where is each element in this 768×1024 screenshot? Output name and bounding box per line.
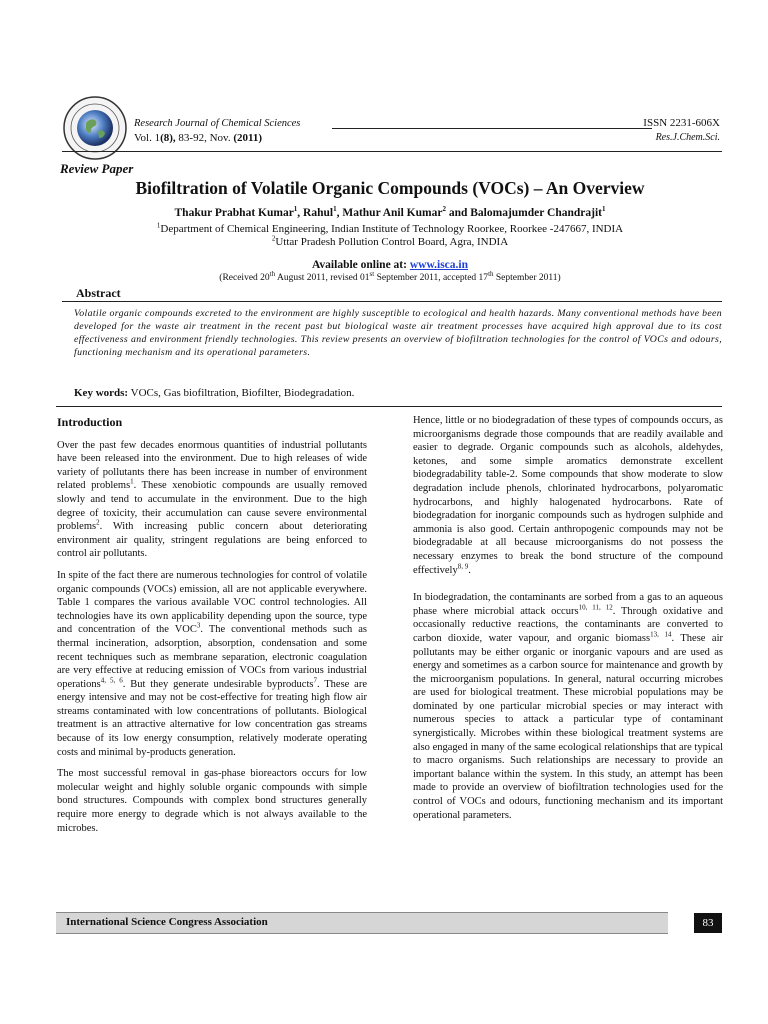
- affiliation-mark: 2: [271, 234, 276, 243]
- available-online: [60, 259, 720, 271]
- paragraph-text: . Through oxidative and occasionally reductive reactions, the contaminants are converted to carbon dioxide, water vapour, and organic biomass: [413, 605, 723, 644]
- paragraph-text: Over the past few decades enormous quantities of industrial pollutants have been released into the environment. Due to high releases of wide variety of pollutants there has been increase in number of environment related problems: [57, 439, 367, 492]
- paragraph-text: . These xenobiotic compounds are usually removed slowly and tend to accumulate in the environment. Due to the high degree of toxicity, their accumulation can cause severe environmental problems: [57, 480, 367, 533]
- paragraph-text: In spite of the fact there are numerous technologies for control of volatile organic compounds (VOCs) emission, all are not applicable everywhere. Table 1 compares the various available VOC control technologies. All technologies have its own applicability depending upon the source, type and concentration of the VOC: [57, 569, 367, 636]
- author-name: Thakur Prabhat Kumar: [174, 207, 294, 219]
- affiliation-2: [60, 236, 720, 248]
- paragraph-text: . With increasing public concern about deteriorating environment air quality, stringent regulations are being enforced to control air pollutants.: [57, 521, 367, 560]
- citation: 7: [313, 676, 317, 685]
- footer-association: International Science Congress Association: [66, 916, 268, 928]
- affiliation-mark: 1: [156, 221, 161, 230]
- received-end: September 2011): [493, 273, 561, 283]
- author-list: [60, 207, 720, 219]
- author-affiliation-mark: 1: [333, 205, 337, 214]
- paragraph-text: . But they generate undesirable byproducts: [122, 678, 314, 690]
- author-name: and Balomajumder Chandrajit: [445, 207, 602, 219]
- volume-line: [134, 132, 720, 146]
- keywords: [74, 387, 354, 399]
- paragraph: The most successful removal in gas-phase bioreactors occurs for low molecular weight and highly soluble organic compounds with simple bond structures. Compounds with complex bond structures generally require more energy to degrade which is not always available to the microbes.: [57, 768, 367, 834]
- paragraph-text: Hence, little or no biodegradation of these types of compounds occurs, as microorganisms degrade those compounds that are readily available and easier to degrade. Organic compounds such as alcohols, aldehydes, ketones, and some simple aromatics demonstrate excellent biodegradability table-2. Some compounds that show moderate to slow degradation include phenols, chlorinated hydrocarbons, polyaromatic hydrocarbons, and highly halogenated hydrocarbons. Rate of biodegradation for inorganic compounds such as hydrogen sulphide and ammonia is also good. Certain anthropogenic compounds may not be biodegradable at all because microorganisms do not possess the necessary enzymes to break the bond structure of the compound effectively: [413, 415, 723, 576]
- header-divider: [62, 151, 722, 152]
- journal-abbreviation: Res.J.Chem.Sci.: [655, 132, 720, 143]
- author-name: , Mathur Anil Kumar: [336, 207, 443, 219]
- page-number: 83: [694, 913, 722, 933]
- affiliation-1: [60, 223, 720, 235]
- abstract-heading: Abstract: [76, 286, 121, 300]
- journal-name: Research Journal of Chemical Sciences: [134, 118, 301, 129]
- journal-header-line: [134, 118, 720, 132]
- volume-prefix: Vol. 1: [134, 132, 161, 144]
- ordinal-suffix: th: [488, 269, 494, 278]
- accepted-text: September 2011, accepted 17: [374, 273, 489, 283]
- journal-header-rule: [332, 128, 652, 129]
- journal-website-link[interactable]: www.isca.in: [409, 259, 468, 271]
- available-online-label: Available online at:: [311, 259, 410, 271]
- volume-year: (2011): [233, 132, 263, 144]
- paragraph-text: . These air pollutants may be either organic or inorganic vapours and are used as energy and sometimes as a carbon source for maintenance and growth by the microorganism populations. In general, natural occurring microbes are used for biological treatment. These microbial populations may be dominated by one particular microbial species or may interact with numerous species to attack a particular type of contaminant synergistically. Microbes within these biological treatment systems are also engaged in many of the same ecological relationships that are typical to macro organisms. Such relationships are necessary to provide an important balance within the system. In this study, an attempt has been made to provide an overview of biofiltration technologies used for the control of VOCs and odours, functioning mechanism and its important operational parameters.: [413, 632, 723, 821]
- paragraph: [57, 569, 367, 759]
- citation: 1: [130, 477, 134, 486]
- issn: ISSN 2231-606X: [643, 117, 720, 129]
- introduction-heading: Introduction: [57, 415, 123, 429]
- author-name: , Rahul: [297, 207, 334, 219]
- citation: 13, 14: [650, 630, 672, 639]
- affiliation-text: Uttar Pradesh Pollution Control Board, Agra, INDIA: [275, 236, 509, 248]
- keywords-text: VOCs, Gas biofiltration, Biofilter, Biodegradation.: [128, 387, 355, 399]
- ordinal-suffix: st: [369, 269, 375, 278]
- citation: 4, 5, 6: [100, 676, 123, 685]
- citation: 10, 11, 12: [578, 603, 613, 612]
- received-text: (Received 20: [219, 273, 270, 283]
- author-affiliation-mark: 1: [293, 205, 298, 214]
- volume-pages: 83-92, Nov.: [175, 132, 234, 144]
- received-dates: [60, 269, 720, 283]
- volume-issue: (8),: [160, 132, 176, 144]
- paragraph: [57, 439, 367, 561]
- citation: 2: [96, 518, 100, 527]
- right-column: [413, 414, 723, 830]
- paragraph-text: In biodegradation, the contaminants are sorbed from a gas to an aqueous phase where microbial attack occurs: [413, 592, 723, 617]
- paragraph-text: . These are energy intensive and may not be cost-effective for treating high flow air streams contaminated with low concentrations of pollutants. Biological treatment is an attractive alternative for low concentration gas streams because of its low energy consumption, relatively moderate operating costs and minimal by-products generation.: [57, 678, 367, 758]
- abstract-divider: [62, 301, 722, 302]
- citation: 8, 9: [457, 562, 469, 571]
- paper-title: Biofiltration of Volatile Organic Compounds (VOCs) – An Overview: [135, 178, 645, 198]
- affiliation-text: Department of Chemical Engineering, Indian Institute of Technology Roorkee, Roorkee -247667, INDIA: [160, 223, 624, 235]
- body-divider: [56, 406, 722, 407]
- paragraph-text: .: [468, 564, 471, 576]
- paragraph: [413, 591, 723, 822]
- author-affiliation-mark: 2: [442, 205, 446, 214]
- paragraph-text: . The conventional methods such as thermal incineration, adsorption, absorption, condensation and some recent techniques such as membrane separation, electronic coagulation are very effective at reducing emission of VOCs from various industrial operations: [57, 624, 367, 690]
- revised-text: August 2011, revised 01: [275, 273, 370, 283]
- keywords-label: Key words:: [74, 387, 129, 399]
- paragraph: [413, 414, 723, 577]
- author-affiliation-mark: 1: [601, 205, 606, 214]
- left-column: [57, 414, 367, 843]
- citation: 3: [196, 621, 201, 630]
- paper-type: Review Paper: [60, 161, 134, 176]
- abstract-text: Volatile organic compounds excreted to the environment are highly susceptible to ecological and health hazards. Many conventional methods have been developed for the waste air treatment in the recent past but biological waste air treatment processes have acquired high approval due to its cost effectiveness and environment friendly technologies. This review presents an overview of biofiltration technologies for the control of VOCs and odours, functioning mechanism and its operational parameters.: [74, 308, 722, 358]
- ordinal-suffix: th: [269, 269, 276, 278]
